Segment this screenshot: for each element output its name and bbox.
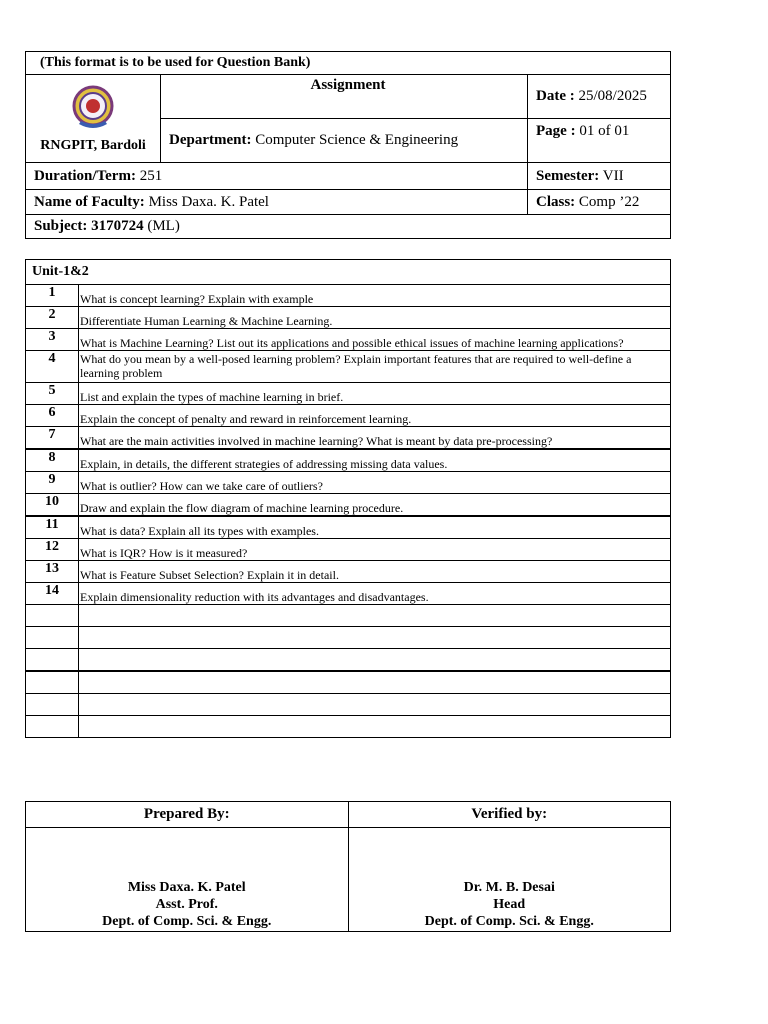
prepared-designation: Asst. Prof.	[155, 897, 218, 912]
page-value: 01 of 01	[579, 123, 630, 139]
question-row	[26, 583, 671, 605]
class-cell	[528, 190, 671, 215]
verified-block	[348, 828, 671, 932]
empty-row	[26, 671, 671, 694]
question-row	[26, 383, 671, 405]
subject-value: (ML)	[147, 218, 180, 234]
question-text: Differentiate Human Learning & Machine Learning.	[79, 307, 671, 329]
question-number: 8	[26, 449, 79, 472]
question-row	[26, 405, 671, 427]
empty-row	[26, 716, 671, 738]
question-row	[26, 516, 671, 539]
question-row	[26, 539, 671, 561]
question-number: 12	[26, 539, 79, 561]
format-note: (This format is to be used for Question Bank)	[26, 52, 671, 75]
question-text: Draw and explain the flow diagram of machine learning procedure.	[79, 494, 671, 517]
question-number: 3	[26, 329, 79, 351]
semester-value: VII	[602, 167, 624, 184]
question-number: 6	[26, 405, 79, 427]
institute-cell	[26, 75, 161, 163]
question-number: 4	[26, 351, 79, 383]
verified-designation: Head	[493, 897, 526, 912]
empty-row	[26, 694, 671, 716]
faculty-value: Miss Daxa. K. Patel	[148, 193, 269, 210]
question-row	[26, 351, 671, 383]
institute-logo-icon	[71, 84, 115, 132]
page-label: Page :	[536, 123, 576, 139]
question-row	[26, 561, 671, 583]
class-value: Comp ’22	[578, 193, 640, 210]
faculty-cell	[26, 190, 528, 215]
semester-label: Semester:	[536, 167, 600, 184]
question-text: What do you mean by a well-posed learning problem? Explain important features that are required to well-define a learning problem	[79, 351, 671, 383]
verified-heading: Verified by:	[348, 802, 671, 828]
question-number: 9	[26, 472, 79, 494]
empty-row	[26, 627, 671, 649]
signature-table	[25, 801, 671, 932]
page-cell	[528, 119, 671, 163]
question-text: Explain, in details, the different strategies of addressing missing data values.	[79, 449, 671, 472]
document-title: Assignment	[161, 75, 528, 119]
question-row	[26, 329, 671, 351]
empty-row	[26, 605, 671, 627]
question-row	[26, 285, 671, 307]
date-cell	[528, 75, 671, 119]
question-table	[25, 259, 671, 738]
question-row	[26, 307, 671, 329]
prepared-name: Miss Daxa. K. Patel	[127, 880, 246, 895]
question-row	[26, 472, 671, 494]
verified-name: Dr. M. B. Desai	[463, 880, 555, 895]
duration-value: 251	[139, 167, 163, 184]
question-text: What is data? Explain all its types with examples.	[79, 516, 671, 539]
question-number: 5	[26, 383, 79, 405]
question-number: 1	[26, 285, 79, 307]
question-text: Explain the concept of penalty and reward in reinforcement learning.	[79, 405, 671, 427]
date-label: Date :	[536, 88, 575, 104]
question-number: 10	[26, 494, 79, 517]
question-number: 2	[26, 307, 79, 329]
duration-label: Duration/Term:	[34, 167, 136, 184]
question-number: 13	[26, 561, 79, 583]
question-row	[26, 449, 671, 472]
question-text: What is concept learning? Explain with example	[79, 285, 671, 307]
faculty-label: Name of Faculty:	[34, 193, 145, 210]
question-row	[26, 427, 671, 450]
question-text: Explain dimensionality reduction with its advantages and disadvantages.	[79, 583, 671, 605]
subject-cell	[26, 215, 671, 239]
subject-label: Subject: 3170724	[34, 218, 144, 234]
empty-row	[26, 649, 671, 672]
question-number: 14	[26, 583, 79, 605]
department-value: Computer Science & Engineering	[255, 132, 459, 148]
question-text: What is Feature Subset Selection? Explain it in detail.	[79, 561, 671, 583]
date-value: 25/08/2025	[578, 88, 647, 104]
question-number: 11	[26, 516, 79, 539]
semester-cell	[528, 163, 671, 190]
department-cell	[161, 119, 528, 163]
question-number: 7	[26, 427, 79, 450]
prepared-block	[26, 828, 349, 932]
institute-name: RNGPIT, Bardoli	[40, 138, 146, 153]
question-text: What is IQR? How is it measured?	[79, 539, 671, 561]
question-text: What is Machine Learning? List out its applications and possible ethical issues of machine learning applications?	[79, 329, 671, 351]
unit-heading: Unit-1&2	[26, 260, 671, 285]
prepared-heading: Prepared By:	[26, 802, 349, 828]
question-text: What is outlier? How can we take care of outliers?	[79, 472, 671, 494]
duration-cell	[26, 163, 528, 190]
question-row	[26, 494, 671, 517]
prepared-dept: Dept. of Comp. Sci. & Engg.	[102, 914, 272, 929]
header-table	[25, 51, 671, 239]
verified-dept: Dept. of Comp. Sci. & Engg.	[424, 914, 594, 929]
question-text: List and explain the types of machine learning in brief.	[79, 383, 671, 405]
class-label: Class:	[536, 193, 576, 210]
department-label: Department:	[169, 132, 252, 148]
question-text: What are the main activities involved in machine learning? What is meant by data pre-processing?	[79, 427, 671, 450]
